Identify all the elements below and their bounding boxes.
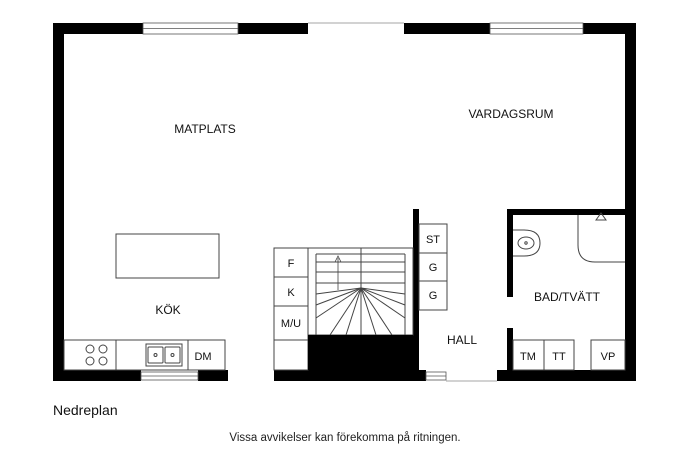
wall-hall-left <box>413 209 419 370</box>
label-st: ST <box>425 234 441 246</box>
wall-bath-left-upper <box>507 209 513 297</box>
window-top-right <box>490 23 583 34</box>
label-dm: DM <box>194 351 212 363</box>
label-g-1: G <box>428 262 438 274</box>
label-g-2: G <box>428 290 438 302</box>
wall-bottom-left <box>53 370 141 381</box>
wall-bottom-center <box>274 370 426 381</box>
room-label-bad-tvatt: BAD/TVÄTT <box>533 290 601 304</box>
label-tt: TT <box>552 351 566 363</box>
staircase <box>308 248 413 370</box>
shower-icon <box>578 213 625 262</box>
wall-top-left <box>53 23 143 34</box>
wall-bath-top <box>507 209 625 215</box>
label-k: K <box>287 287 295 299</box>
stair-well <box>308 335 413 370</box>
window-top-left <box>143 23 238 34</box>
sink-icon <box>146 344 182 366</box>
washbasin-icon <box>513 230 540 256</box>
disclaimer-text: Vissa avvikelser kan förekomma på ritningen. <box>229 432 461 444</box>
room-label-kok: KÖK <box>155 303 181 317</box>
window-bottom-kitchen <box>141 372 198 380</box>
wall-bottom-right <box>497 370 636 381</box>
wall-bath-left-lower <box>507 328 513 370</box>
label-tm: TM <box>520 351 536 363</box>
window-bottom-hall <box>426 372 446 380</box>
cabinet-bottom <box>274 340 308 370</box>
label-mu: M/U <box>280 318 302 330</box>
stove-icon <box>86 345 107 365</box>
room-label-vardagsrum: VARDAGSRUM <box>468 107 554 121</box>
wall-right <box>625 23 636 381</box>
room-label-hall: HALL <box>446 333 478 347</box>
wall-top-mid-left <box>238 23 308 34</box>
label-f: F <box>287 258 295 270</box>
wall-top-mid-right <box>404 23 490 34</box>
wall-bottom-mid <box>198 370 228 381</box>
room-label-matplats: MATPLATS <box>174 122 236 136</box>
plan-title: Nedreplan <box>53 402 118 418</box>
wall-left <box>53 23 64 381</box>
kitchen-island <box>116 234 219 278</box>
label-vp: VP <box>600 351 616 363</box>
